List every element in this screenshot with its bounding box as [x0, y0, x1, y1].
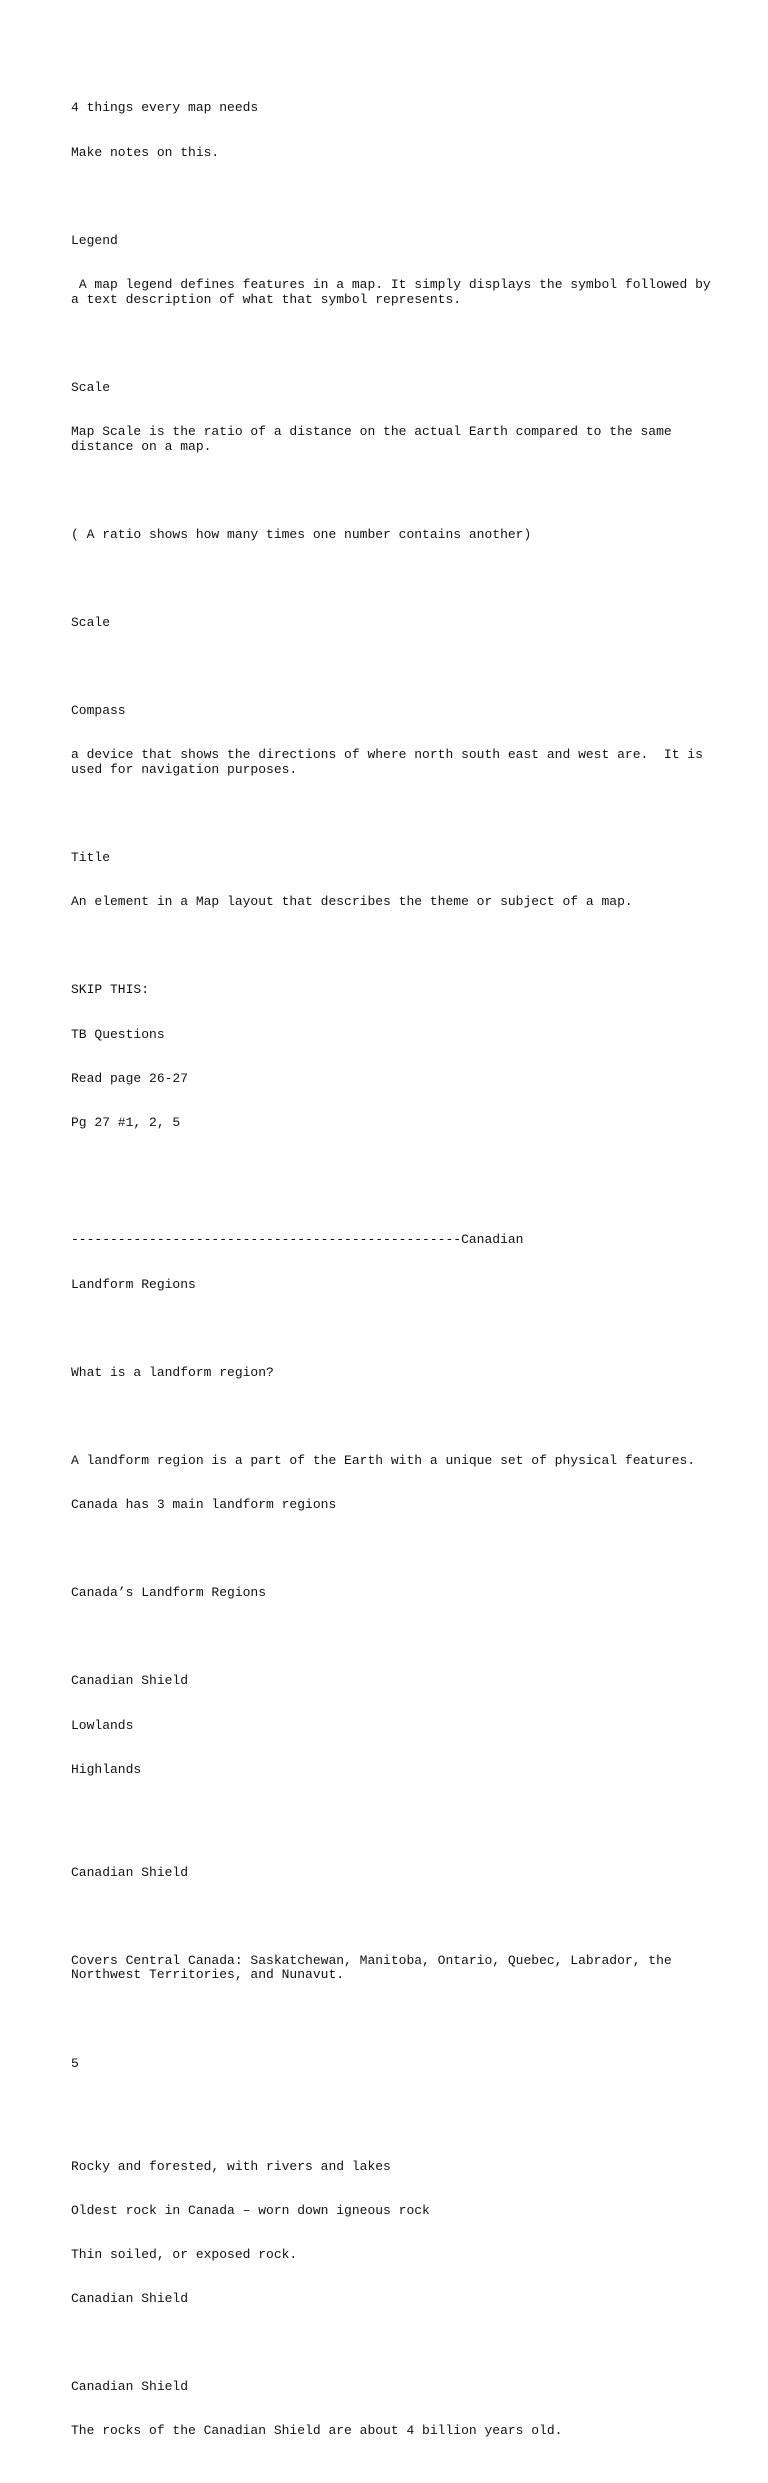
skip-line-4: Pg 27 #1, 2, 5: [71, 1114, 181, 1130]
scale-heading: Scale: [71, 379, 111, 395]
intro-section: [71, 72, 711, 190]
list-item: Canadian Shield: [71, 2290, 189, 2306]
legend-section: [71, 204, 719, 336]
title-section: [71, 822, 711, 940]
compass-heading: Compass: [71, 703, 126, 719]
title-heading: Title: [71, 850, 111, 866]
scale-repeat: [71, 587, 711, 661]
skip-section: [71, 954, 711, 1160]
skip-line-1: SKIP THIS:: [71, 982, 150, 998]
divider-heading-section: [71, 1204, 711, 1322]
number-section: [71, 2027, 711, 2101]
legend-body: A map legend defines features in a map. It simply displays the symbol followed by a text description of what that symbol represents.: [71, 276, 719, 307]
question-text: What is a landform region?: [71, 1364, 274, 1380]
scale-repeat-text: Scale: [71, 614, 111, 630]
divider-heading-line-1: --------------------------------------------------Canadian: [71, 1232, 524, 1248]
scale-section: [71, 351, 711, 483]
shield-heading-section: [71, 1836, 711, 1910]
intro-heading: 4 things every map needs: [71, 100, 259, 116]
shield-age-section: [71, 2351, 711, 2469]
shield-covers-section: [71, 1924, 711, 2012]
list-item: Oldest rock in Canada – worn down igneous rock: [71, 2202, 430, 2218]
shield-age-body: The rocks of the Canadian Shield are about 4 billion years old.: [71, 2423, 563, 2439]
list-item: Canadian Shield: [71, 1673, 189, 1689]
spacer: [71, 2101, 711, 2130]
ratio-note: [71, 498, 711, 572]
answer-line-2: Canada has 3 main landform regions: [71, 1497, 337, 1513]
question-section: [71, 1336, 711, 1410]
document-body: [71, 72, 719, 2483]
regions-heading: Canada’s Landform Regions: [71, 1585, 267, 1601]
list-item: Highlands: [71, 1761, 142, 1777]
legend-heading: Legend: [71, 232, 118, 248]
ratio-note-text: ( A ratio shows how many times one number contains another): [71, 526, 532, 542]
shield-covers-text: Covers Central Canada: Saskatchewan, Manitoba, Ontario, Quebec, Labrador, the Northwest Territories, and Nunavut.: [71, 1952, 680, 1983]
spacer: [71, 1189, 711, 1204]
skip-line-3: Read page 26-27: [71, 1070, 189, 1086]
divider-heading-line-2: Landform Regions: [71, 1276, 196, 1292]
list-item: Rocky and forested, with rivers and lakes: [71, 2158, 391, 2174]
title-body: An element in a Map layout that describes the theme or subject of a map.: [71, 894, 633, 910]
shield-features-list: [71, 2130, 711, 2336]
spacer: [71, 1807, 711, 1836]
compass-body: a device that shows the directions of where north south east and west are. It is used for navigation purposes.: [71, 747, 711, 777]
answer-section: [71, 1425, 711, 1543]
shield-age-heading: Canadian Shield: [71, 2379, 189, 2395]
number-five: 5: [71, 2055, 79, 2071]
answer-line-1: A landform region is a part of the Earth with a unique set of physical features.: [71, 1452, 696, 1468]
scale-body: Map Scale is the ratio of a distance on the actual Earth compared to the same distance on a map.: [71, 423, 680, 454]
list-item: Lowlands: [71, 1717, 134, 1733]
intro-note: Make notes on this.: [71, 144, 220, 160]
compass-section: [71, 675, 711, 807]
spacer: [71, 1160, 711, 1189]
regions-heading-section: [71, 1557, 711, 1631]
skip-line-2: TB Questions: [71, 1026, 165, 1042]
shield-heading: Canadian Shield: [71, 1864, 189, 1880]
regions-list: [71, 1645, 711, 1807]
list-item: Thin soiled, or exposed rock.: [71, 2246, 298, 2262]
